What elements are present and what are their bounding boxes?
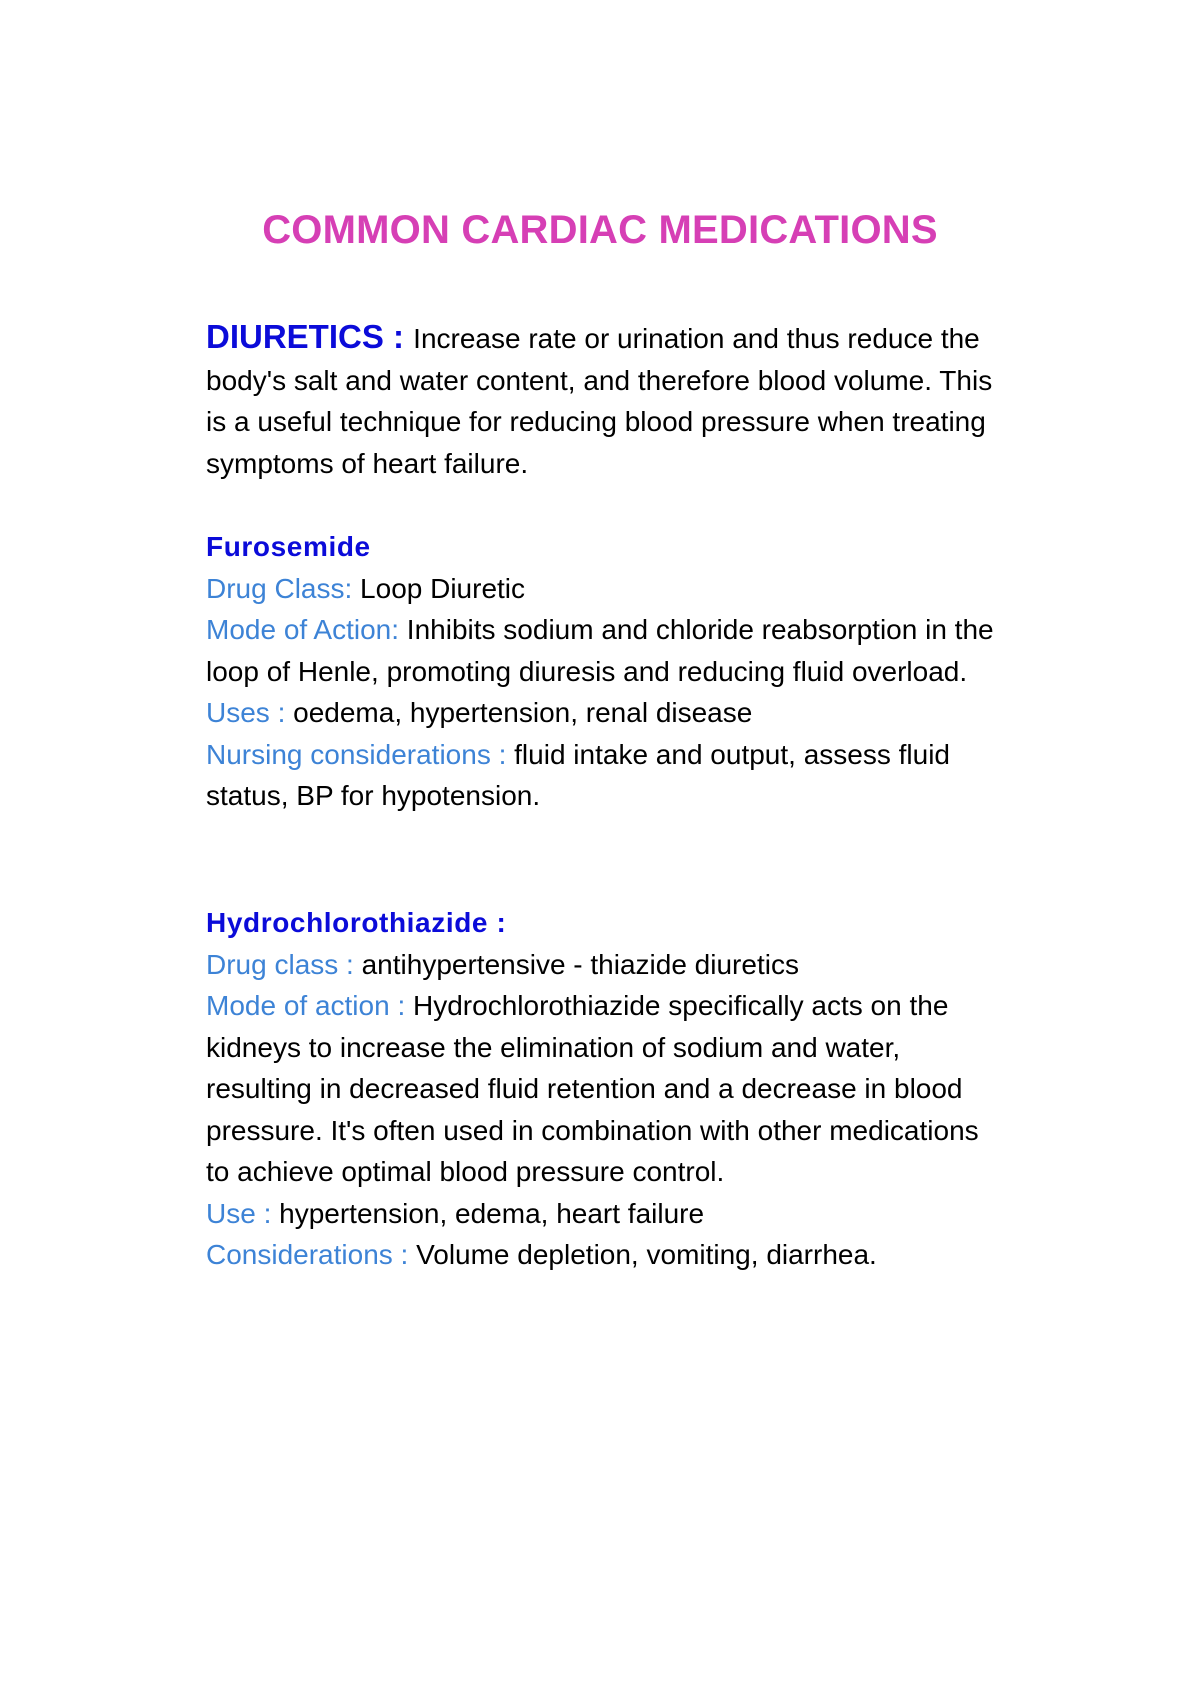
drug-field-mode-of-action (206, 985, 1006, 1193)
field-label: Mode of action : (206, 990, 414, 1021)
field-label: Drug Class: (206, 572, 361, 604)
drug-field-mode-of-action (206, 609, 1006, 692)
page-title: COMMON CARDIAC MEDICATIONS (262, 208, 938, 252)
field-value: Hydrochlorothiazide specifically acts on the kidneys to increase the elimination of sodium and water, resulting in decreased fluid retention and a decrease in blood pressure. It's often used in combination with other medications to achieve optimal blood pressure control. (206, 990, 979, 1187)
drug-field-class (206, 568, 1006, 610)
field-value: Loop Diuretic (360, 572, 526, 604)
drug-name: Furosemide (206, 531, 371, 562)
field-value: Inhibits sodium and chloride reabsorption in the loop of Henle, promoting diuresis and reducing fluid overload. (206, 614, 994, 687)
field-label: Nursing considerations : (206, 738, 515, 770)
intro-text: Increase rate or urination and thus reduce the body's salt and water content, and therefore blood volume. This is a useful technique for reducing blood pressure when treating symptoms of heart failure. (206, 323, 993, 479)
field-value: antihypertensive - thiazide diuretics (361, 948, 799, 980)
field-label: Mode of Action: (206, 614, 407, 645)
field-value: fluid intake and output, assess fluid status, BP for hypotension. (206, 738, 950, 811)
field-value: hypertension, edema, heart failure (279, 1197, 705, 1229)
section-heading-diuretics: DIURETICS : (206, 318, 414, 355)
drug-entry-hydrochlorothiazide (206, 902, 1006, 1276)
field-label: Drug class : (206, 948, 362, 980)
drug-entry-furosemide (206, 526, 1006, 817)
drug-field-considerations (206, 1234, 1006, 1276)
field-label: Uses : (206, 697, 294, 728)
drug-field-use (206, 1193, 1006, 1235)
drug-field-class (206, 944, 1006, 986)
field-value: Volume depletion, vomiting, diarrhea. (416, 1239, 877, 1270)
field-label: Considerations : (206, 1239, 417, 1270)
field-value: oedema, hypertension, renal disease (293, 697, 753, 728)
drug-field-nursing-considerations (206, 734, 1006, 817)
drug-name: Hydrochlorothiazide : (206, 907, 507, 938)
diuretics-intro (206, 316, 1006, 484)
field-label: Use : (206, 1197, 280, 1229)
drug-field-uses (206, 692, 1006, 734)
